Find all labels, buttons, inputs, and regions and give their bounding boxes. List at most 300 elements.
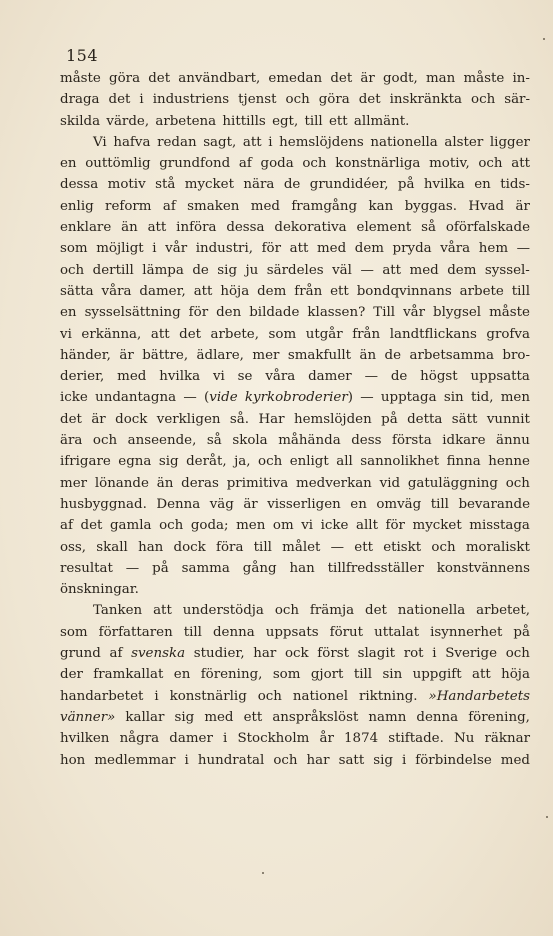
word: händer, (60, 347, 111, 363)
word: vi (212, 369, 225, 385)
word: nationella (370, 134, 438, 150)
word: och (274, 603, 299, 619)
word: att (289, 241, 309, 257)
word: några (119, 731, 160, 747)
word: af (238, 156, 252, 172)
word: ett (330, 283, 349, 299)
word: framkallat (93, 667, 164, 683)
word: en (173, 667, 191, 683)
word: goda (260, 156, 294, 172)
word: sig (217, 262, 238, 278)
word: sätta (60, 283, 94, 299)
word: finna (446, 454, 481, 470)
text-line (60, 409, 530, 430)
word: ja, (234, 454, 251, 470)
word: måste (60, 71, 101, 86)
body-text (60, 68, 530, 771)
word: hittills (222, 113, 266, 129)
word: enlig (60, 198, 94, 214)
word: värde, (106, 113, 150, 129)
word: att (471, 667, 491, 683)
word: sin (382, 667, 403, 683)
word: — (364, 369, 378, 385)
word: — (516, 241, 530, 257)
word: Stockholm (237, 731, 310, 747)
word: det (358, 92, 381, 108)
word: målet (282, 539, 321, 555)
word: grundidéer, (309, 177, 389, 193)
word: bondqvinnans (356, 283, 452, 299)
word: så (421, 220, 436, 236)
word: räknar (484, 731, 530, 747)
word: Hvad (468, 198, 505, 214)
text-line (60, 515, 530, 536)
word: dertill (92, 262, 134, 278)
word: de (390, 369, 408, 385)
word: sysselsättning (84, 305, 181, 321)
word: bro- (502, 347, 530, 363)
word: och (273, 752, 298, 768)
word: måste (463, 71, 505, 86)
word: med (409, 262, 439, 278)
word: till (304, 113, 323, 129)
word: bildade (249, 305, 300, 321)
word: blygsel (433, 305, 482, 321)
word: undantagna (95, 390, 177, 406)
word: författaren (98, 624, 173, 640)
word: samma (181, 560, 230, 576)
word: i (154, 688, 159, 704)
word: smaken (187, 198, 240, 214)
word: höja (220, 283, 250, 299)
word: att (242, 134, 262, 150)
word: våra (265, 369, 296, 385)
word: gjort (310, 667, 344, 683)
word: tids- (500, 177, 530, 193)
word: det (148, 71, 171, 86)
word: grund (60, 646, 101, 662)
word: lämpa (142, 262, 184, 278)
word: slagit (357, 646, 396, 662)
word: höja (501, 667, 530, 683)
word: en (474, 177, 491, 193)
word: in- (512, 71, 530, 86)
word: utgår (305, 326, 343, 342)
word: förut (329, 624, 364, 640)
word: ett (328, 113, 348, 129)
word: det (179, 326, 202, 342)
text-line (60, 558, 530, 579)
word: Har (258, 411, 285, 427)
word: 1874 (344, 731, 379, 747)
word: alster (444, 134, 484, 150)
word: vår (165, 241, 188, 257)
text-line (60, 68, 530, 89)
paper-speck (543, 38, 545, 40)
word: en (350, 496, 367, 512)
word: landtflickans (389, 326, 477, 342)
word: understödja (182, 603, 264, 619)
text-line (60, 281, 530, 302)
word: är (360, 71, 375, 86)
word: till (511, 283, 530, 299)
word: bättre, (142, 347, 189, 363)
word: skola (232, 433, 268, 449)
word: uttalat (374, 624, 420, 640)
word: dock (173, 539, 206, 555)
word: hvilka (159, 369, 201, 385)
text-line (60, 664, 530, 685)
word: hundratal (197, 752, 265, 768)
word: kallar (125, 709, 165, 725)
word: önskningar. (60, 582, 139, 598)
word: svenska (131, 646, 186, 662)
word: göra (318, 92, 350, 108)
word: byggas. (404, 198, 457, 214)
word: med (250, 198, 280, 214)
word: medlemmar (94, 752, 176, 768)
word: icke (320, 518, 349, 534)
word: att (150, 326, 170, 342)
word: grofva (486, 326, 530, 342)
text-line (60, 217, 530, 238)
word: reform (105, 198, 152, 214)
word: erkänna, (81, 326, 142, 342)
word: — (183, 390, 197, 406)
word: sagt, (203, 134, 237, 150)
word: ligger (489, 134, 530, 150)
word: en (60, 156, 77, 172)
word: egt, (272, 113, 299, 129)
word: uppsats (265, 624, 319, 640)
word: är (515, 198, 530, 214)
text-line (60, 579, 530, 600)
word: arbete, (210, 326, 259, 342)
word: goda; (190, 518, 229, 534)
word: redan (157, 134, 197, 150)
word: införa (176, 220, 217, 236)
word: måhända (278, 433, 341, 449)
word: det (80, 518, 103, 534)
word: på (381, 411, 398, 427)
word: förening, (200, 667, 263, 683)
word: det (108, 92, 131, 108)
word: damer (308, 369, 352, 385)
word: verkligen (156, 411, 221, 427)
word: motiv, (429, 156, 470, 172)
word: med (316, 241, 347, 257)
word: kan (368, 198, 394, 214)
word: han (138, 539, 164, 555)
word: misstaga (469, 518, 530, 534)
word: — (125, 560, 140, 576)
word: skall (96, 539, 128, 555)
word: stå (155, 177, 176, 193)
word: nationel (292, 688, 349, 704)
word: vänner» (60, 709, 116, 725)
word: särdeles (266, 262, 324, 278)
word: dessa (226, 220, 265, 236)
word: till (353, 667, 373, 683)
word: sannolikhet (360, 454, 440, 470)
word: etiskt (383, 539, 422, 555)
word: första (392, 433, 432, 449)
word: konstnärliga (335, 156, 421, 172)
word: än (156, 475, 174, 491)
word: väl (332, 262, 352, 278)
word: studier, (193, 646, 245, 662)
word: enligt (289, 454, 329, 470)
word: anspråkslöst (272, 709, 359, 725)
word: moraliskt (465, 539, 530, 555)
word: med (117, 369, 147, 385)
word: som (60, 241, 88, 257)
word: smakfullt (287, 347, 352, 363)
text-line (60, 153, 530, 174)
word: bevarande (458, 496, 530, 512)
word: gatuläggning (407, 475, 498, 491)
word: tjenst (238, 92, 277, 108)
word: hvilka (423, 177, 465, 193)
word: för (261, 241, 282, 257)
word: men (500, 390, 530, 406)
word: derier, (60, 369, 105, 385)
word: har (253, 646, 277, 662)
word: för (188, 305, 209, 321)
word: högst (420, 369, 458, 385)
word: henne (488, 454, 530, 470)
word: våra (440, 241, 471, 257)
text-line (60, 387, 530, 408)
word: dem (447, 262, 477, 278)
word: så. (229, 411, 250, 427)
paper-speck (546, 816, 548, 818)
word: förbindelse (415, 752, 492, 768)
word: år (319, 731, 334, 747)
word: det (365, 603, 387, 619)
text-line (60, 174, 530, 195)
word: hafva (113, 134, 151, 150)
word: Vi (93, 134, 107, 150)
word: först (317, 646, 349, 662)
word: egna (118, 454, 152, 470)
word: att (153, 603, 172, 619)
word: tid, (470, 390, 494, 406)
text-line (60, 345, 530, 366)
word: och (505, 475, 530, 491)
word: på (152, 560, 169, 576)
text-line (60, 451, 530, 472)
text-line (60, 686, 530, 707)
word: som (268, 326, 297, 342)
text-line (60, 707, 530, 728)
word: för (385, 518, 405, 534)
word: i (223, 731, 228, 747)
word: industri, (195, 241, 253, 257)
word: idkare (442, 433, 486, 449)
word: allt (356, 518, 378, 534)
text-line (60, 111, 530, 132)
word: användbart, (178, 71, 261, 86)
word: syssel- (484, 262, 530, 278)
word: och (505, 646, 530, 662)
word: är (243, 496, 258, 512)
text-line (60, 750, 530, 771)
word: föra (216, 539, 244, 555)
word: hem (478, 241, 509, 257)
word: i (152, 241, 157, 257)
word: till (253, 539, 272, 555)
word: inskränkta (389, 92, 463, 108)
word: riktning. (359, 688, 418, 704)
word: af (109, 646, 123, 662)
word: de (384, 347, 402, 363)
word: det (60, 411, 82, 427)
word: mycket (184, 177, 234, 193)
word: men (236, 518, 266, 534)
word: nationella (397, 603, 466, 619)
word: pryda (392, 241, 432, 257)
word: husbyggnad. (60, 496, 147, 512)
word: Till (373, 305, 396, 321)
word: ifrigare (60, 454, 111, 470)
word: arbetsamma (409, 347, 494, 363)
word: de (283, 177, 301, 193)
text-line (60, 238, 530, 259)
word: (vide (204, 390, 238, 406)
word: om (272, 518, 294, 534)
word: på (513, 624, 530, 640)
word: grundfond (159, 156, 231, 172)
word: och (258, 454, 283, 470)
text-line (60, 366, 530, 387)
word: denna (212, 624, 255, 640)
word: emedan (268, 71, 323, 86)
word: det (330, 71, 353, 86)
word: element (356, 220, 412, 236)
word: outtömlig (85, 156, 151, 172)
word: vi (301, 518, 314, 534)
word: industriens (152, 92, 230, 108)
word: deråt, (186, 454, 227, 470)
word: våra (101, 283, 132, 299)
text-line (60, 260, 530, 281)
word: och (159, 518, 184, 534)
word: dess (351, 433, 382, 449)
word: att (147, 220, 167, 236)
word: i (432, 646, 437, 662)
word: och (471, 92, 496, 108)
text-line (60, 643, 530, 664)
word: handarbetet (60, 688, 144, 704)
word: den (216, 305, 242, 321)
text-line (60, 494, 530, 515)
word: att (511, 156, 530, 172)
word: en (60, 305, 77, 321)
word: lönande (94, 475, 149, 491)
text-line (60, 473, 530, 494)
word: Denna (156, 496, 201, 512)
word: arbetena (155, 113, 217, 129)
word: hemslöjden (293, 411, 372, 427)
word: primitiva (226, 475, 289, 491)
word: mer (252, 347, 280, 363)
text-line (60, 622, 530, 643)
word: ännu (496, 433, 530, 449)
word: och (478, 156, 503, 172)
word: är (119, 347, 134, 363)
word: vi (60, 326, 72, 342)
word: gång (242, 560, 277, 576)
word: främja (309, 603, 355, 619)
text-line (60, 537, 530, 558)
word: så (206, 433, 222, 449)
word: tillfredsställer (327, 560, 424, 576)
word: med (204, 709, 234, 725)
word: gamla (109, 518, 152, 534)
word: sig (158, 454, 179, 470)
word: Sverige (445, 646, 498, 662)
word: förening, (468, 709, 530, 725)
word: på (397, 177, 415, 193)
word: och (60, 262, 85, 278)
word: nära (243, 177, 275, 193)
word: uppsatta (470, 369, 530, 385)
word: att (193, 283, 213, 299)
word: der (60, 667, 83, 683)
word: enklare (60, 220, 112, 236)
word: möjligt (96, 241, 144, 257)
word: mer (60, 475, 88, 491)
word: och (431, 539, 456, 555)
word: all (336, 454, 353, 470)
word: uppgift (412, 667, 462, 683)
word: ära (60, 433, 83, 449)
word: väg (209, 496, 234, 512)
word: resultat (60, 560, 113, 576)
word: hon (60, 752, 86, 768)
word: dem (257, 283, 287, 299)
word: hvilken (60, 731, 110, 747)
word: vid (379, 475, 401, 491)
word: att (382, 262, 402, 278)
word: namn (368, 709, 407, 725)
word: han (289, 560, 315, 576)
word: i (184, 752, 189, 768)
word: har (306, 752, 330, 768)
word: damer (169, 731, 213, 747)
text-line (60, 89, 530, 110)
word: satt (338, 752, 365, 768)
word: icke (60, 390, 88, 406)
word: hemslöjdens (279, 134, 364, 150)
word: dessa (60, 177, 99, 193)
word: detta (407, 411, 443, 427)
text-line (60, 430, 530, 451)
word: deras (181, 475, 219, 491)
word: — (330, 539, 345, 555)
word: som (272, 667, 301, 683)
word: man (425, 71, 456, 86)
word: vår (403, 305, 426, 321)
word: framgång (291, 198, 358, 214)
word: och (302, 156, 327, 172)
word: i (139, 92, 144, 108)
word: af (162, 198, 176, 214)
word: klassen? (307, 305, 366, 321)
word: visserligen (267, 496, 341, 512)
word: konstnärlig (169, 688, 247, 704)
